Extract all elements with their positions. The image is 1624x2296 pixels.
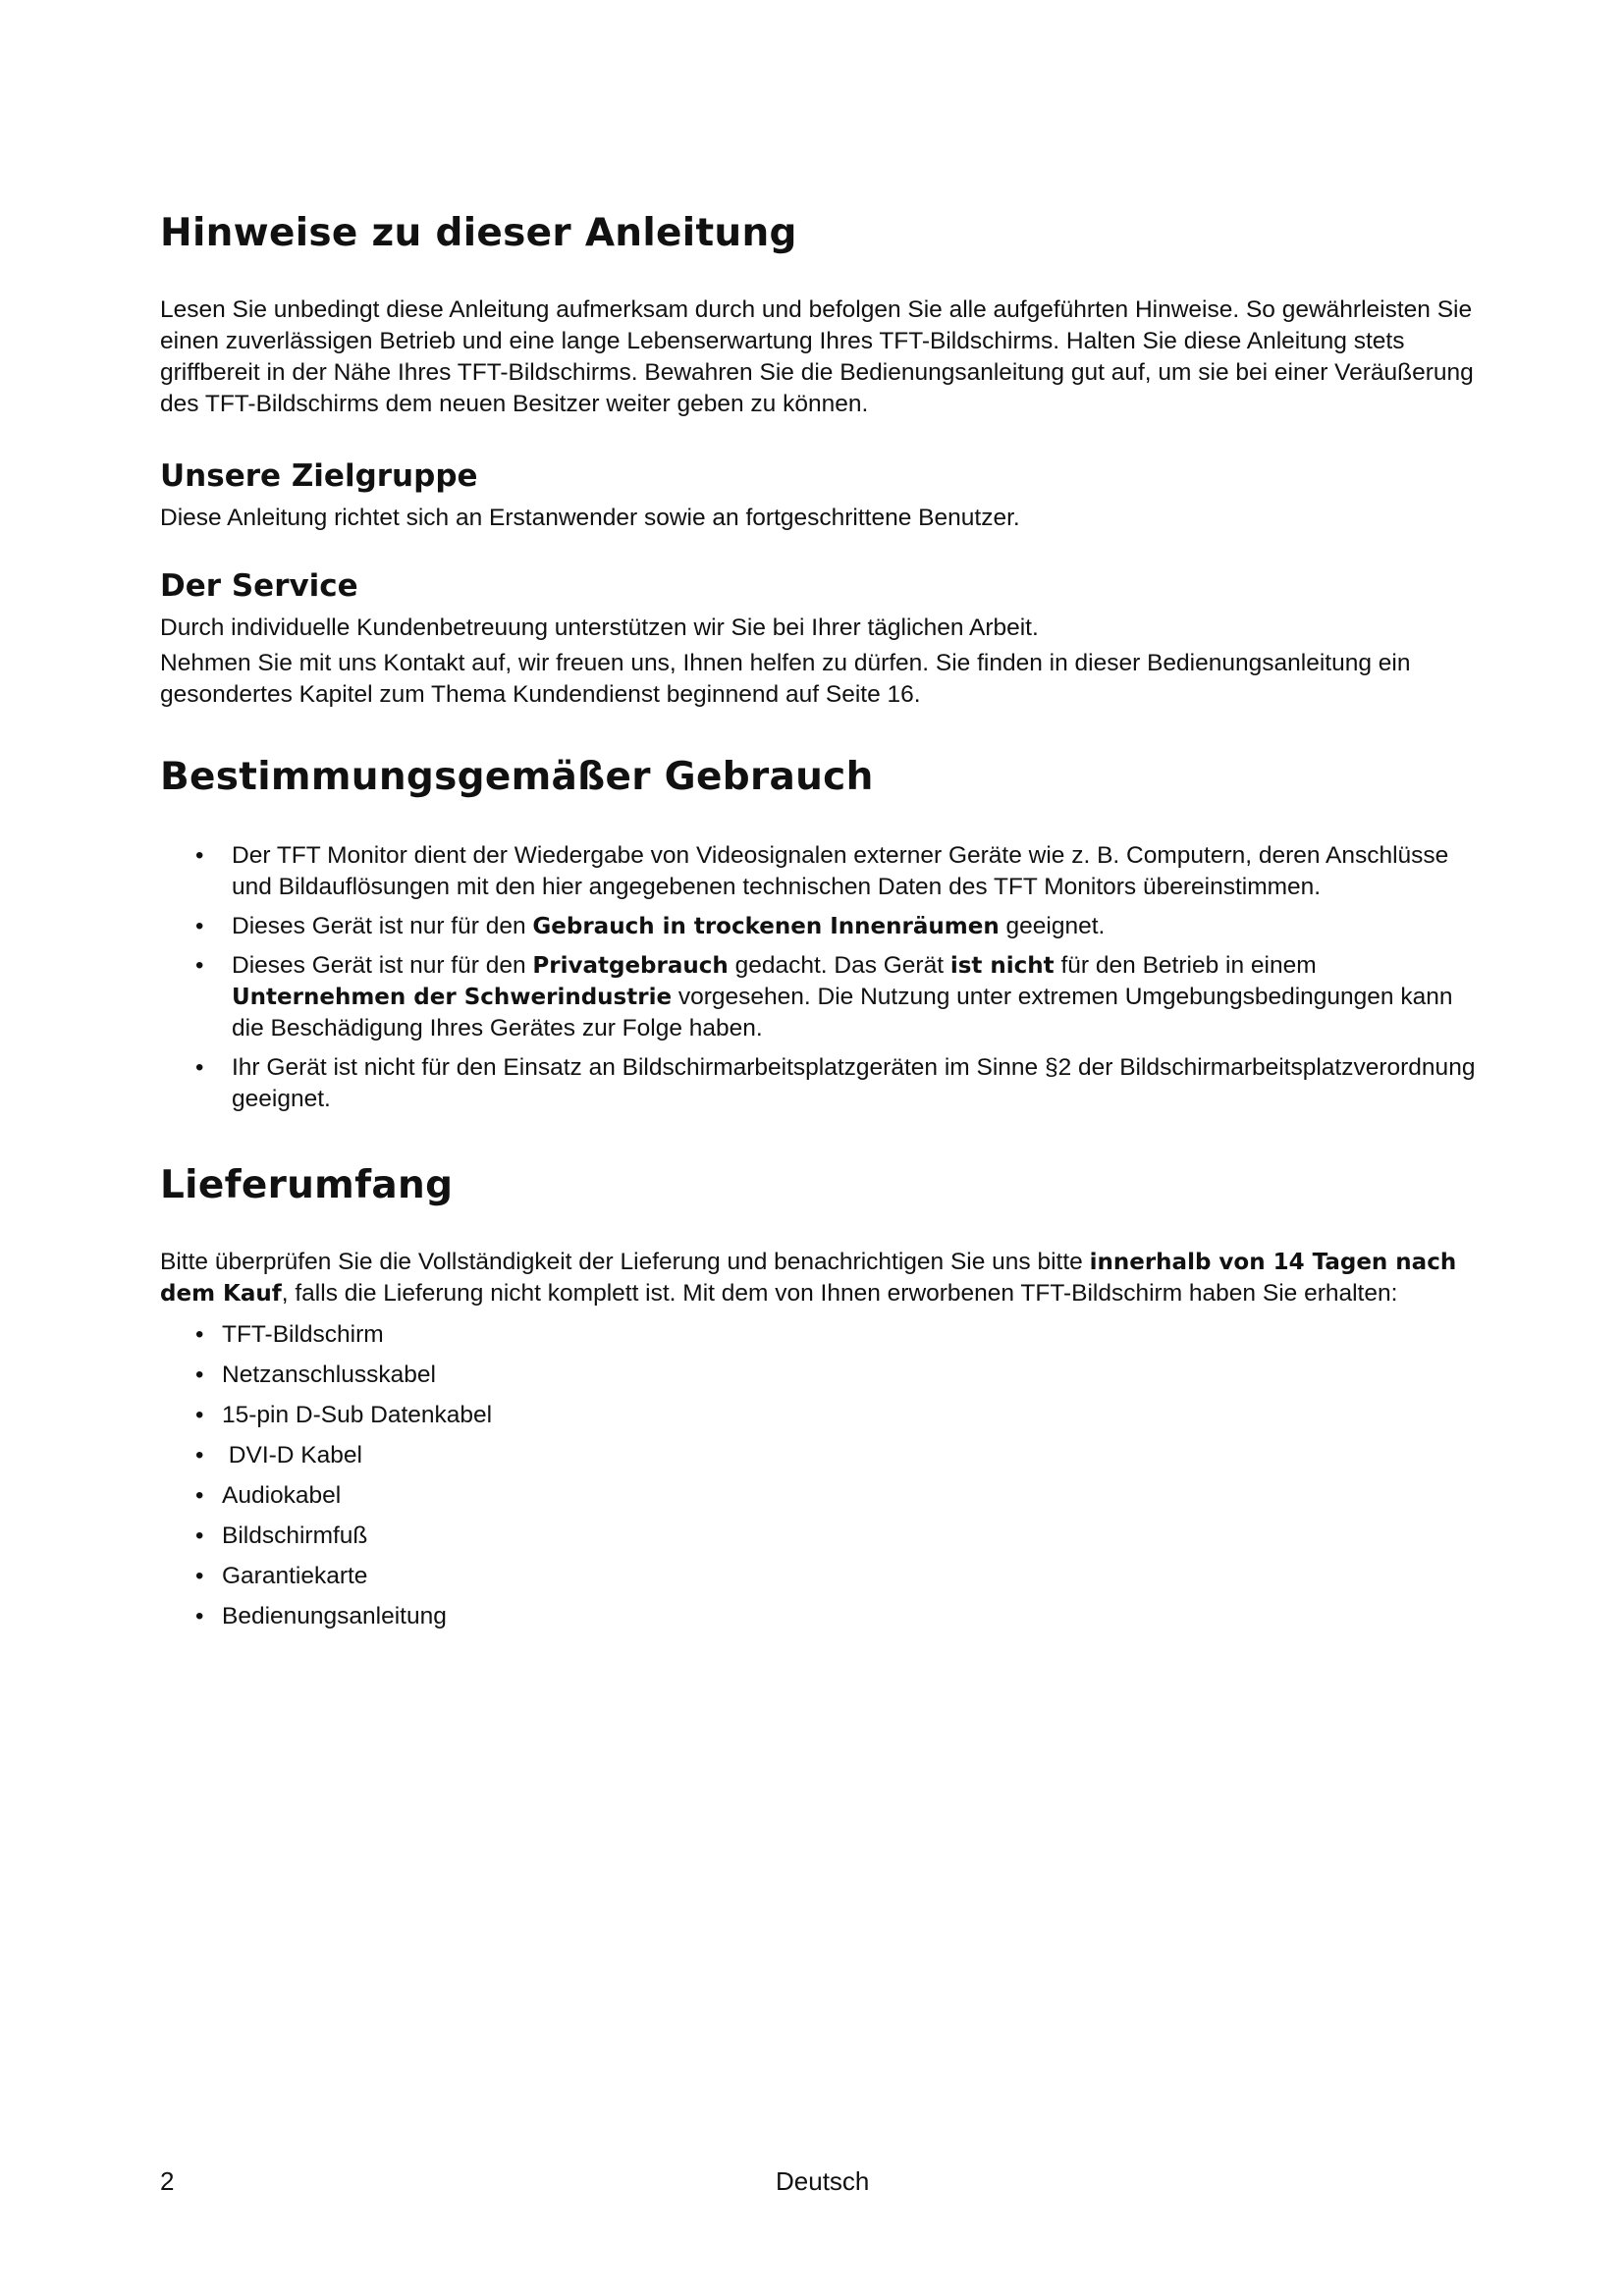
list-item xyxy=(160,1400,1476,1431)
heading-gebrauch: Bestimmungsgemäßer Gebrauch xyxy=(160,755,874,799)
list-item-text-mid: gedacht. Das Gerät xyxy=(728,952,950,979)
bullet-icon: • xyxy=(195,1482,204,1509)
bullet-icon: • xyxy=(195,1362,204,1388)
heading-lieferumfang: Lieferumfang xyxy=(160,1163,454,1207)
list-item-text: Bildschirmfuß xyxy=(222,1522,368,1549)
list-item xyxy=(160,1360,1476,1391)
bullet-icon: • xyxy=(195,1054,204,1081)
list-item-emphasis: Privatgebrauch xyxy=(532,953,729,979)
heading-hinweise: Hinweise zu dieser Anleitung xyxy=(160,211,797,255)
bullet-icon: • xyxy=(195,1321,204,1348)
page-number: 2 xyxy=(160,2166,175,2196)
paragraph-service-1: Durch individuelle Kundenbetreuung unterstützen wir Sie bei Ihrer täglichen Arbeit. xyxy=(160,614,1039,641)
bullet-icon: • xyxy=(195,1442,204,1468)
paragraph-text-post: , falls die Lieferung nicht komplett ist. Mit dem von Ihnen erworbenen TFT-Bildschirm haben Sie erhalten: xyxy=(281,1280,1398,1307)
paragraph-hinweise: Lesen Sie unbedingt diese Anleitung aufmerksam durch und befolgen Sie alle aufgeführten Hinweise. So gewährleisten Sie einen zuverlässigen Betrieb und eine lange Lebenserwartung Ihres TFT-Bildschirms. Halten Sie diese Anleitung stets griffbereit in der Nähe Ihres TFT-Bildschirms. Bewahren Sie die Bedienungsanleitung gut auf, um sie bei einer Veräußerung des TFT-Bildschirms dem neuen Besitzer weiter geben zu können. xyxy=(160,296,1474,417)
bullet-icon: • xyxy=(195,952,204,979)
page-footer xyxy=(160,2166,1476,2202)
list-item-text: DVI-D Kabel xyxy=(222,1442,362,1468)
list-item-emphasis: Unternehmen der Schwerindustrie xyxy=(232,985,673,1010)
list-item xyxy=(160,1440,1476,1471)
list-item-text: 15-pin D-Sub Datenkabel xyxy=(222,1402,493,1428)
list-item-text: Netzanschlusskabel xyxy=(222,1362,436,1388)
list-item-text-post: vorgesehen. Die Nutzung unter extremen Umgebungsbedingungen kann die Beschädigung Ihres Gerätes zur Folge haben. xyxy=(232,984,1453,1041)
list-item xyxy=(160,1052,1476,1115)
lieferumfang-list xyxy=(160,1319,1476,1632)
list-item xyxy=(160,840,1476,903)
paragraph-service-2: Nehmen Sie mit uns Kontakt auf, wir freuen uns, Ihnen helfen zu dürfen. Sie finden in dieser Bedienungsanleitung ein gesondertes Kapitel zum Thema Kundendienst beginnend auf Seite 16. xyxy=(160,650,1411,708)
bullet-icon: • xyxy=(195,842,204,869)
heading-service: Der Service xyxy=(160,568,358,604)
list-item xyxy=(160,911,1476,942)
paragraph-lieferumfang xyxy=(160,1247,1476,1309)
bullet-icon: • xyxy=(195,1402,204,1428)
list-item-text: Der TFT Monitor dient der Wiedergabe von Videosignalen externer Geräte wie z. B. Computern, deren Anschlüsse und Bildauflösungen mit den hier angegebenen technischen Daten des TFT Monitors übereinstimmen. xyxy=(232,842,1449,900)
bullet-icon: • xyxy=(195,1522,204,1549)
bullet-icon: • xyxy=(195,1563,204,1589)
list-item-emphasis: ist nicht xyxy=(949,953,1055,979)
list-item-text-post: geeignet. xyxy=(999,913,1106,939)
list-item-text: Garantiekarte xyxy=(222,1563,368,1589)
list-item-text: TFT-Bildschirm xyxy=(222,1321,384,1348)
list-item xyxy=(160,1601,1476,1632)
bullet-icon: • xyxy=(195,913,204,939)
list-item-text: Bedienungsanleitung xyxy=(222,1603,447,1629)
paragraph-text-pre: Bitte überprüfen Sie die Vollständigkeit der Lieferung und benachrichtigen Sie uns bitte xyxy=(160,1249,1090,1275)
list-item-text-pre: Dieses Gerät ist nur für den xyxy=(232,913,533,939)
list-item xyxy=(160,1521,1476,1552)
bullet-icon: • xyxy=(195,1603,204,1629)
list-item xyxy=(160,950,1476,1044)
list-item xyxy=(160,1480,1476,1512)
list-item-text: Audiokabel xyxy=(222,1482,342,1509)
paragraph-zielgruppe: Diese Anleitung richtet sich an Erstanwender sowie an fortgeschrittene Benutzer. xyxy=(160,505,1020,531)
list-item-text-pre: Dieses Gerät ist nur für den xyxy=(232,952,533,979)
list-item xyxy=(160,1319,1476,1351)
heading-zielgruppe: Unsere Zielgruppe xyxy=(160,458,478,494)
list-item xyxy=(160,1561,1476,1592)
list-item-text-mid: für den Betrieb in einem xyxy=(1054,952,1317,979)
page-content xyxy=(160,206,1476,1641)
list-item-emphasis: Gebrauch in trockenen Innenräumen xyxy=(532,914,1000,939)
list-item-text: Ihr Gerät ist nicht für den Einsatz an Bildschirmarbeitsplatzgeräten im Sinne §2 der Bildschirmarbeitsplatzverordnung geeignet. xyxy=(232,1054,1476,1112)
paragraph-emphasis: innerhalb von 14 Tagen nach dem Kauf xyxy=(160,1250,1457,1307)
footer-language: Deutsch xyxy=(776,2166,870,2196)
gebrauch-list xyxy=(160,840,1476,1115)
